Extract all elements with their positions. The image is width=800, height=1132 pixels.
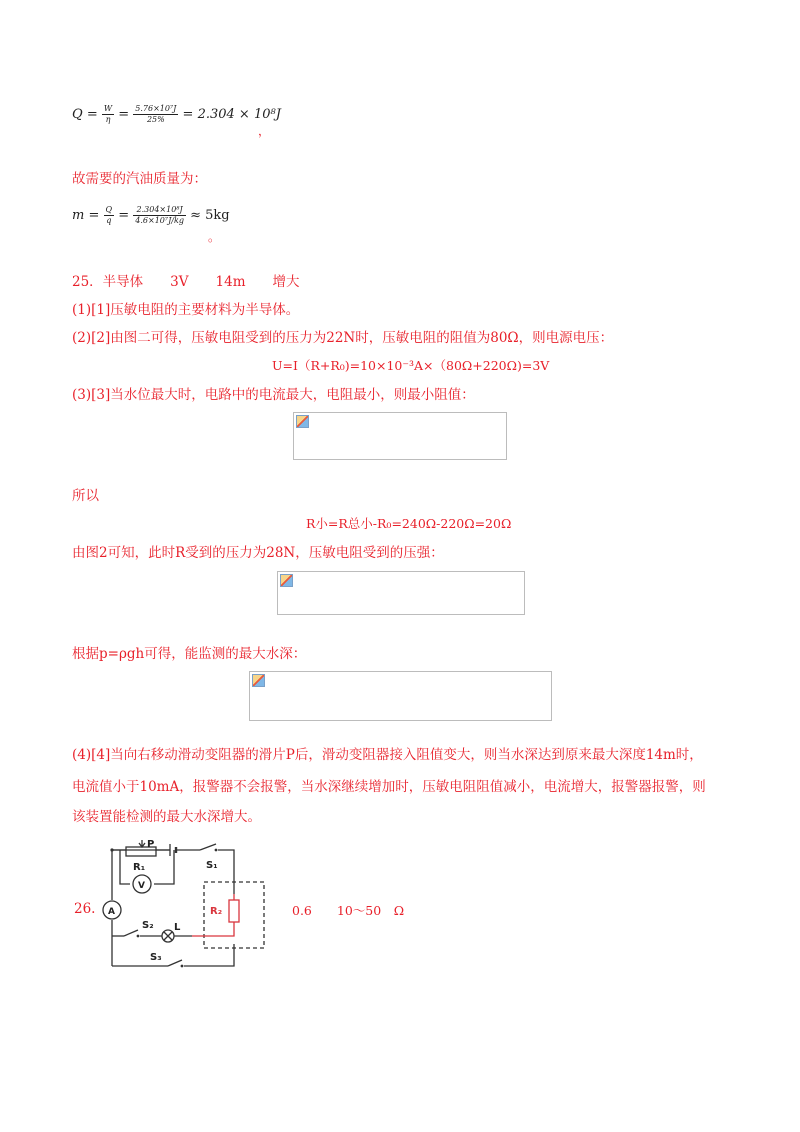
r2-wire — [192, 922, 234, 936]
fraction-value — [133, 104, 178, 125]
q25-part2: (2)[2]由图二可得，压敏电阻受到的压力为22N时，压敏电阻的阻值为80Ω，则电源电压： — [72, 330, 614, 346]
formula-m — [72, 205, 230, 226]
label-a: A — [108, 907, 115, 917]
q25-so: 所以 — [72, 488, 99, 504]
fraction-w-eta — [102, 104, 114, 125]
switch-contact — [181, 965, 184, 968]
missing-formula-image-3 — [249, 671, 552, 721]
broken-image-icon — [280, 574, 293, 587]
q25-part5: 根据p=ρgh可得，能监测的最大水深： — [72, 646, 307, 662]
frac-den: 25% — [146, 115, 165, 124]
frac-num: 5.76×10⁷J — [135, 104, 177, 113]
q26-number: 26. — [74, 901, 96, 917]
missing-formula-image-2 — [277, 571, 525, 615]
label-p: P — [147, 839, 155, 850]
fraction-value — [133, 205, 186, 226]
equals-sign: = — [118, 107, 130, 122]
wire — [120, 850, 174, 884]
formula-m-result: ≈ 5kg — [190, 208, 230, 223]
lamp-cross — [164, 932, 172, 940]
frac-num: W — [103, 104, 113, 113]
missing-formula-image-1 — [293, 412, 507, 460]
frac-den: 4.6×10⁷J/kg — [135, 216, 184, 225]
broken-image-icon — [252, 674, 265, 687]
q26-answer: 0.6 10～50 Ω — [292, 903, 405, 918]
frac-den: η — [105, 115, 111, 124]
q25-header: 25．半导体 3V 14m 增大 — [72, 274, 300, 290]
mass-intro-line: 故需要的汽油质量为： — [72, 171, 207, 187]
wire — [184, 944, 234, 966]
equals-sign: = — [88, 208, 100, 223]
frac-num: 2.304×10⁸J — [133, 205, 186, 216]
formula-q-lhs: Q — [72, 107, 83, 122]
switch-s3-blade — [168, 960, 182, 966]
label-s3: S₃ — [150, 952, 162, 963]
q25-eq2: R小=R总小-R₀=240Ω-220Ω=20Ω — [306, 516, 512, 531]
formula-m-lhs: m — [72, 208, 85, 223]
q25-part6-line2: 电流值小于10mA，报警器不会报警，当水深继续增加时，压敏电阻阻值减小，电流增大，报警器报警，则 — [72, 779, 706, 795]
switch-s1-blade — [200, 844, 216, 850]
label-v: V — [138, 881, 145, 891]
q25-part1: (1)[1]压敏电阻的主要材料为半导体。 — [72, 302, 300, 318]
switch-contact — [137, 935, 140, 938]
label-r1: R₁ — [133, 862, 146, 873]
equals-sign: = — [86, 107, 98, 122]
label-l: L — [174, 922, 181, 933]
switch-contact — [215, 849, 218, 852]
formula-q-result: 2.304 × 10⁸J — [197, 107, 281, 122]
label-r2: R₂ — [210, 906, 223, 917]
frac-num: Q — [105, 205, 113, 214]
q25-part4: 由图2可知，此时R受到的压力为28N，压敏电阻受到的压强： — [72, 545, 444, 561]
formula-q — [72, 104, 281, 125]
equals-sign: = — [118, 208, 130, 223]
q25-part6-line3: 该装置能检测的最大水深增大。 — [72, 809, 261, 825]
frac-den: q — [106, 216, 112, 225]
formula-q-trail: ， — [258, 124, 271, 138]
q26-circuit-diagram — [100, 838, 270, 970]
label-s1: S₁ — [206, 860, 218, 871]
formula-m-trail: 。 — [208, 230, 221, 244]
wire — [218, 850, 234, 894]
equals-sign: = — [182, 107, 194, 122]
resistor-r2 — [229, 900, 239, 922]
broken-image-icon — [296, 415, 309, 428]
fraction-q-q — [104, 205, 115, 226]
q25-eq1: U=I（R+R₀)=10×10⁻³A×（80Ω+220Ω)=3V — [272, 358, 550, 373]
q25-part3: (3)[3]当水位最大时，电路中的电流最大，电阻最小，则最小阻值： — [72, 387, 475, 403]
q25-part6-line1: (4)[4]当向右移动滑动变阻器的滑片P后，滑动变阻器接入阻值变大，则当水深达到原来最大深度14m时， — [72, 747, 703, 763]
switch-s2-blade — [124, 930, 138, 936]
junction — [110, 848, 113, 851]
label-s2: S₂ — [142, 920, 154, 931]
